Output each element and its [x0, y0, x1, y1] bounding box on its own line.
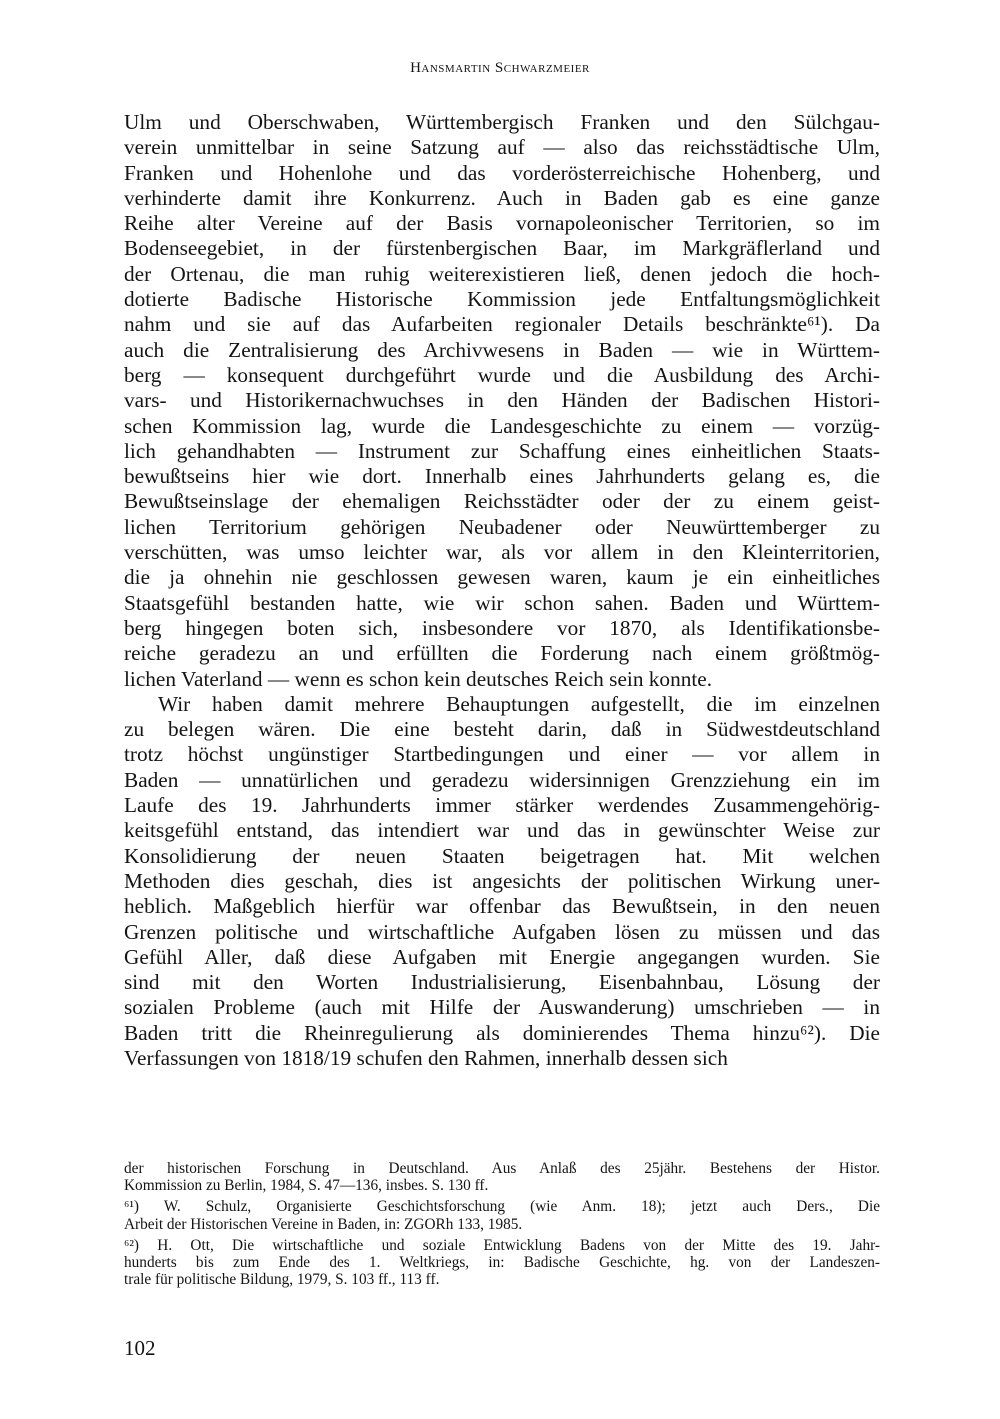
text-line: verschütten, was umso leichter war, als vor allem in den Kleinterritorien, [124, 540, 880, 565]
text-line: Baden tritt die Rheinregulierung als dominierendes Thema hinzu⁶²). Die [124, 1020, 880, 1045]
footnote-line: Kommission zu Berlin, 1984, S. 47—136, insbes. S. 130 ff. [124, 1177, 489, 1195]
footnote-line: trale für politische Bildung, 1979, S. 103 ff., 113 ff. [124, 1271, 440, 1289]
text-line: die ja ohnehin nie geschlossen gewesen waren, kaum je ein einheitliches [124, 565, 880, 590]
footnote-line: hunderts bis zum Ende des 1. Weltkriegs, in: Badische Geschichte, hg. von der Landeszen- [124, 1253, 880, 1271]
text-line: heblich. Maßgeblich hierfür war offenbar das Bewußtsein, in den neuen [124, 894, 880, 919]
text-line: keitsgefühl entstand, das intendiert war und das in gewünschter Weise zur [124, 818, 880, 843]
text-line: trotz höchst ungünstiger Startbedingungen und einer — vor allem in [124, 742, 880, 767]
running-head: Hansmartin Schwarzmeier [410, 60, 590, 76]
text-line: berg — konsequent durchgeführt wurde und die Ausbildung des Archi- [124, 362, 880, 387]
footnote-line: ⁶¹) W. Schulz, Organisierte Geschichtsforschung (wie Anm. 18); jetzt auch Ders., Die [124, 1198, 880, 1216]
footnote [124, 1237, 880, 1289]
text-line: Grenzen politische und wirtschaftliche Aufgaben lösen zu müssen und das [124, 919, 880, 944]
text-line: auch die Zentralisierung des Archivwesens in Baden — wie in Württem- [124, 337, 880, 362]
paragraph [124, 692, 880, 1071]
text-line: verein unmittelbar in seine Satzung auf — also das reichsstädtische Ulm, [124, 135, 880, 160]
text-line: berg hingegen boten sich, insbesondere vor 1870, als Identifikationsbe- [124, 615, 880, 640]
text-line: Laufe des 19. Jahrhunderts immer stärker werdendes Zusammengehörig- [124, 793, 880, 818]
text-line: Gefühl Aller, daß diese Aufgaben mit Energie angegangen wurden. Sie [124, 944, 880, 969]
text-line: Verfassungen von 1818/19 schufen den Rahmen, innerhalb dessen sich [124, 1045, 728, 1070]
text-line: Konsolidierung der neuen Staaten beigetragen hat. Mit welchen [124, 843, 880, 868]
text-line: vars- und Historikernachwuchses in den Händen der Badischen Histori- [124, 388, 880, 413]
text-line: Reihe alter Vereine auf der Basis vornapoleonischer Territorien, so im [124, 211, 880, 236]
text-line: Methoden dies geschah, dies ist angesichts der politischen Wirkung uner- [124, 868, 880, 893]
footnote-line: der historischen Forschung in Deutschland. Aus Anlaß des 25jähr. Bestehens der Histor. [124, 1160, 880, 1177]
footnote-line: ⁶²) H. Ott, Die wirtschaftliche und soziale Entwicklung Badens von der Mitte des 19. Jahr- [124, 1236, 880, 1254]
text-line: Bewußtseinslage der ehemaligen Reichsstädter oder der zu einem geist- [124, 489, 880, 514]
footnote [124, 1198, 880, 1232]
text-line: nahm und sie auf das Aufarbeiten regionaler Details beschränkte⁶¹). Da [124, 312, 880, 337]
footnote [124, 1160, 880, 1194]
text-line: Wir haben damit mehrere Behauptungen aufgestellt, die im einzelnen [158, 691, 880, 716]
text-line: Franken und Hohenlohe und das vorderösterreichische Hohenberg, und [124, 160, 880, 185]
text-line: lich gehandhabten — Instrument zur Schaffung eines einheitlichen Staats- [124, 438, 880, 463]
text-line: lichen Vaterland — wenn es schon kein deutsches Reich sein konnte. [124, 666, 713, 691]
footnote-line: Arbeit der Historischen Vereine in Baden, in: ZGORh 133, 1985. [124, 1215, 523, 1233]
text-line: verhinderte damit ihre Konkurrenz. Auch in Baden gab es eine ganze [124, 185, 880, 210]
paragraph [124, 110, 880, 692]
text-line: sind mit den Worten Industrialisierung, Eisenbahnbau, Lösung der [124, 970, 880, 995]
text-line: Staatsgefühl bestanden hatte, wie wir schon sahen. Baden und Württem- [124, 590, 880, 615]
text-line: schen Kommission lag, wurde die Landesgeschichte zu einem — vorzüg- [124, 413, 880, 438]
text-line: Ulm und Oberschwaben, Württembergisch Franken und den Sülchgau- [124, 110, 880, 134]
text-line: Baden — unnatürlichen und geradezu widersinnigen Grenzziehung ein im [124, 767, 880, 792]
text-line: zu belegen wären. Die eine besteht darin, daß in Südwestdeutschland [124, 717, 880, 742]
page-number: 102 [124, 1336, 156, 1360]
text-line: lichen Territorium gehörigen Neubadener oder Neuwürttemberger zu [124, 514, 880, 539]
text-line: sozialen Probleme (auch mit Hilfe der Auswanderung) umschrieben — in [124, 995, 880, 1020]
text-line: der Ortenau, die man ruhig weiterexistieren ließ, denen jedoch die hoch- [124, 261, 880, 286]
body-text [124, 110, 880, 1071]
text-line: bewußtseins hier wie dort. Innerhalb eines Jahrhunderts gelang es, die [124, 464, 880, 489]
text-line: dotierte Badische Historische Kommission jede Entfaltungsmöglichkeit [124, 287, 880, 312]
text-line: Bodenseegebiet, in der fürstenbergischen Baar, im Markgräflerland und [124, 236, 880, 261]
footnotes [124, 1160, 880, 1288]
text-line: reiche geradezu an und erfüllten die Forderung nach einem größtmög- [124, 641, 880, 666]
